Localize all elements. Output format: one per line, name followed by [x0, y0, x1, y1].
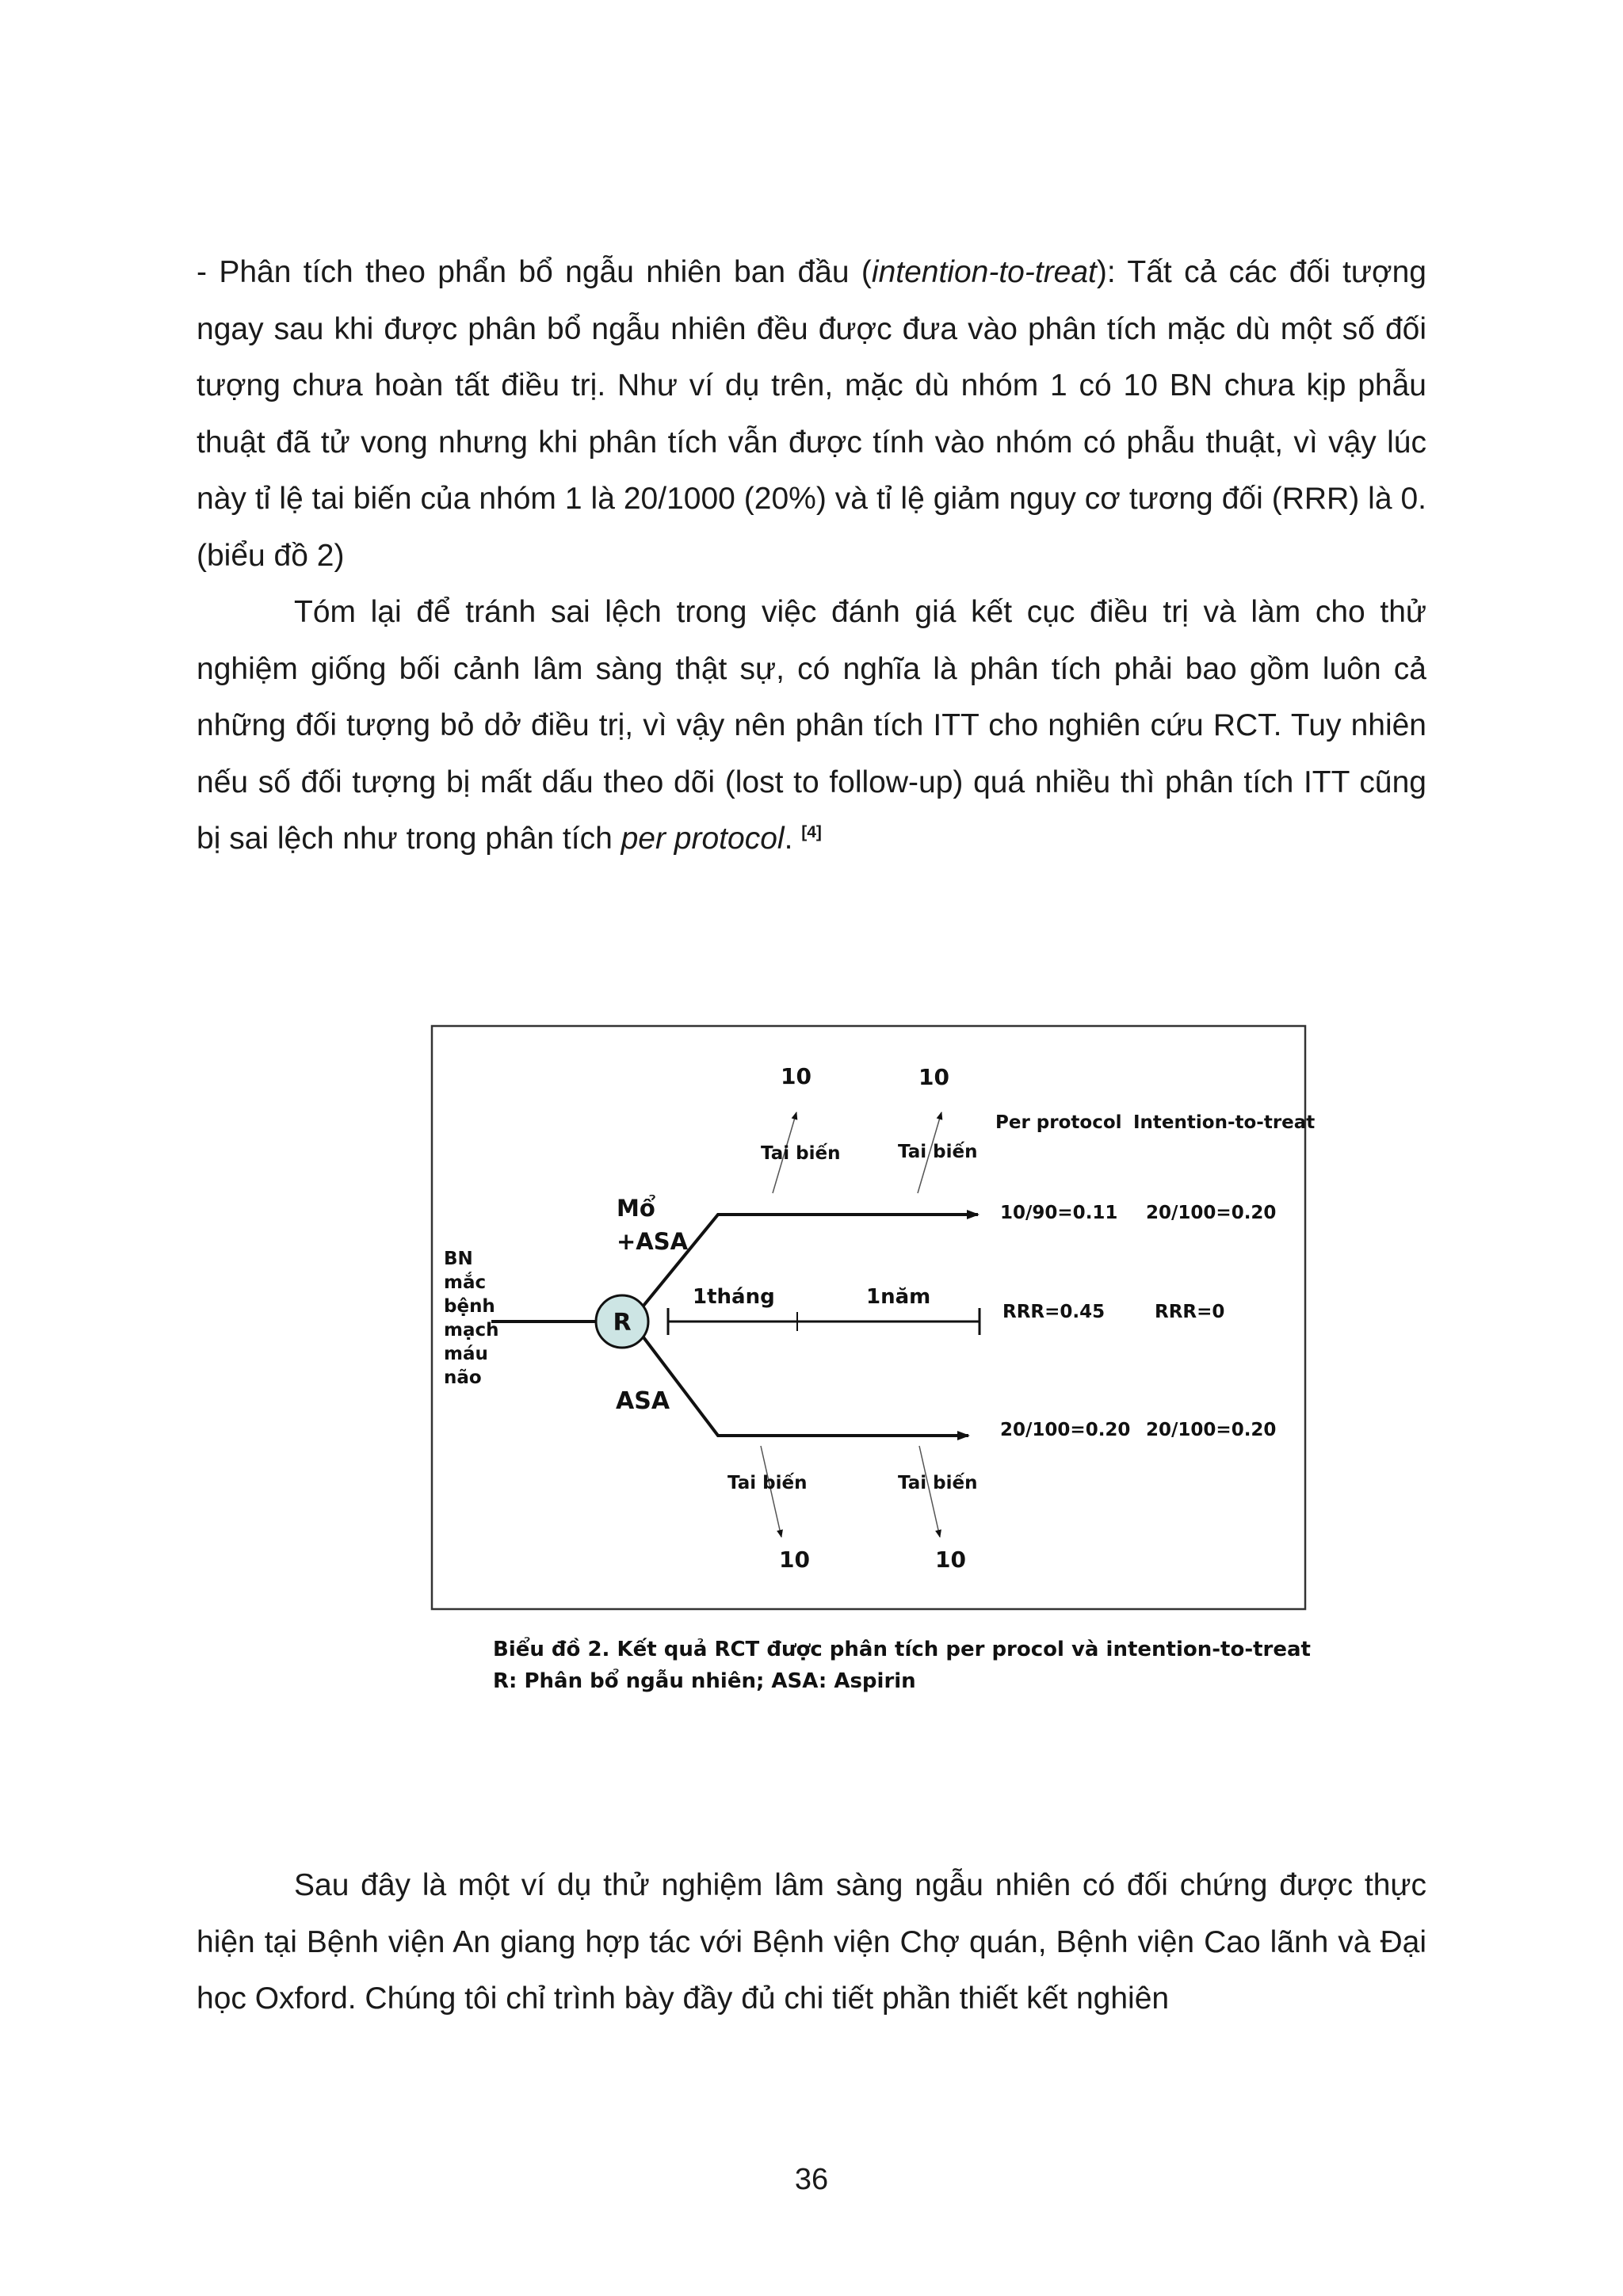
p1-intro: - Phân tích theo phẩn bổ ngẫu nhiên ban đầu ( — [197, 255, 872, 289]
p2-term-per-protocol: per protocol — [621, 822, 785, 856]
event-label-bottom-1: Tai biến — [727, 1473, 808, 1493]
event-count-top-2: 10 — [918, 1064, 949, 1090]
page-number: 36 — [794, 2163, 829, 2196]
figure-caption — [493, 1634, 1311, 1697]
itt-rrr: RRR=0 — [1155, 1302, 1225, 1322]
time-label-1-year: 1năm — [866, 1285, 931, 1309]
event-count-bottom-2: 10 — [935, 1547, 966, 1573]
event-count-top-1: 10 — [781, 1063, 812, 1089]
p3-text: Sau đây là một ví dụ thử nghiệm lâm sàng ngẫu nhiên có đối chứng được thực hiện tại Bệnh viện An giang hợp tác với Bệnh viện Chợ quán, Bệnh viện Cao lãnh và Đại học Oxford. Chúng tôi chỉ trình bày đầy đủ chi tiết phần thiết kết nghiên — [197, 1868, 1426, 2016]
per-protocol-bottom-result: 20/100=0.20 — [1000, 1420, 1131, 1440]
itt-bottom-result: 20/100=0.20 — [1146, 1420, 1277, 1440]
event-label-top-2: Tai biến — [898, 1142, 978, 1162]
randomization-label: R — [613, 1309, 632, 1337]
column-header-per-protocol: Per protocol — [995, 1112, 1122, 1133]
arm-bottom-label: ASA — [616, 1387, 670, 1415]
arm-top-label: Mổ +ASA — [617, 1195, 689, 1255]
paragraph-example-intro — [197, 1857, 1426, 2027]
p2-text: Tóm lại để tránh sai lệch trong việc đánh giá kết cục điều trị và làm cho thử nghiệm giống bối cảnh lâm sàng thật sự, có nghĩa là phân tích phải bao gồm luôn cả những đối tượng bỏ dở điều trị, vì vậy nên phân tích ITT cho nghiên cứu RCT. Tuy nhiên nếu số đối tượng bị mất dấu theo dõi (lost to follow-up) quá nhiều thì phân tích ITT cũng bị sai lệch như trong phân tích — [197, 595, 1426, 856]
p1-rest: ): Tất cả các đối tượng ngay sau khi được phân bổ ngẫu nhiên đều được đưa vào phân tích mặc dù một số đối tượng chưa hoàn tất điều trị. Như ví dụ trên, mặc dù nhóm 1 có 10 BN chưa kịp phẫu thuật đã tử vong nhưng khi phân tích vẫn được tính vào nhóm có phẫu thuật, vì vậy lúc này tỉ lệ tai biến của nhóm 1 là 20/1000 (20%) và tỉ lệ giảm nguy cơ tương đối (RRR) là 0. (biểu đồ 2) — [197, 255, 1426, 573]
event-count-bottom-1: 10 — [779, 1547, 810, 1573]
population-label: BN mắc bệnh mạch máu não — [444, 1249, 499, 1388]
column-header-itt: Intention-to-treat — [1133, 1112, 1316, 1133]
event-label-top-1: Tai biến — [761, 1143, 841, 1164]
reference-4: [4] — [801, 823, 822, 841]
itt-top-result: 20/100=0.20 — [1146, 1203, 1277, 1223]
event-label-bottom-2: Tai biến — [898, 1473, 978, 1493]
p1-term-itt: intention-to-treat — [871, 255, 1097, 289]
caption-line-2: R: Phân bổ ngẫu nhiên; ASA: Aspirin — [493, 1669, 916, 1693]
per-protocol-top-result: 10/90=0.11 — [1000, 1203, 1118, 1223]
p2-end: . — [784, 822, 802, 856]
time-label-1-month: 1tháng — [693, 1285, 775, 1309]
per-protocol-rrr: RRR=0.45 — [1002, 1302, 1106, 1322]
caption-line-1: Biểu đồ 2. Kết quả RCT được phân tích per procol và intention-to-treat — [493, 1638, 1311, 1661]
